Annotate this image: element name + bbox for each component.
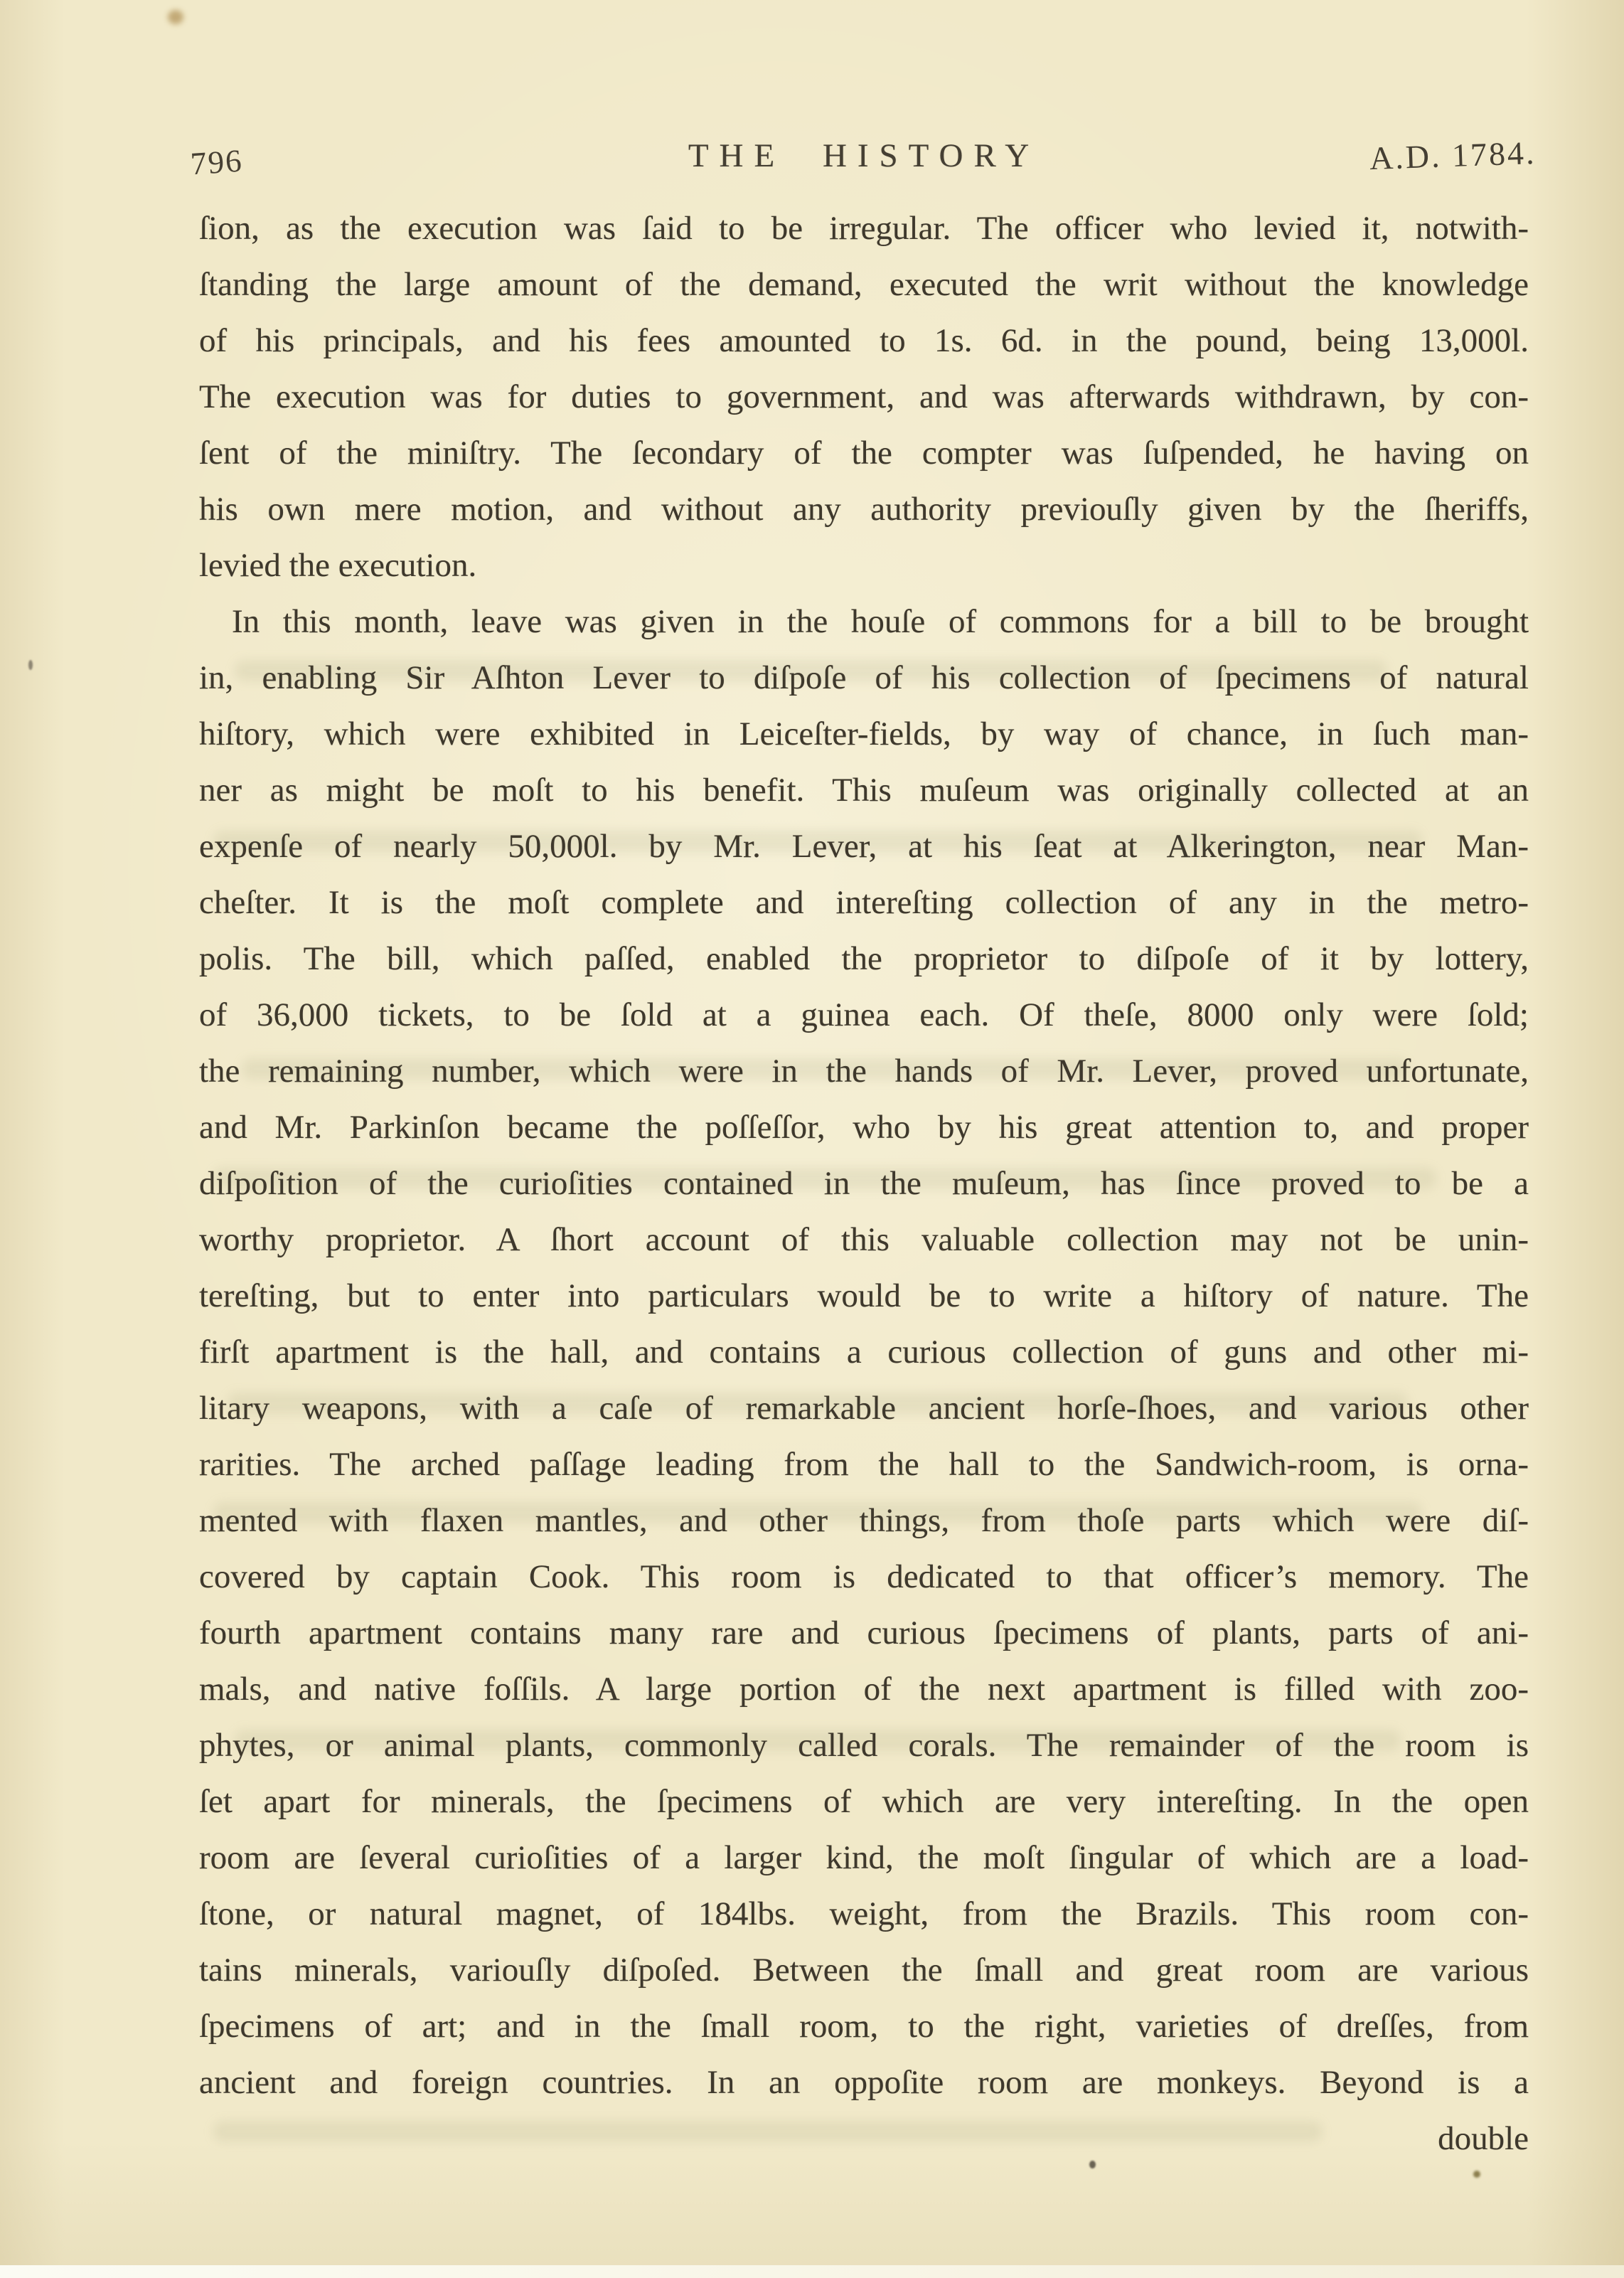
text-line: of his principals, and his fees amounted to 1s. 6d. in the pound, being 13,000l. — [199, 322, 1529, 359]
text-line: ſet apart for minerals, the ſpecimens of which are very intereſting. In the open — [199, 1783, 1529, 1820]
page-header — [189, 134, 1537, 186]
text-line: expenſe of nearly 50,000l. by Mr. Lever, at his ſeat at Alkerington, near Man- — [199, 828, 1529, 865]
text-line: firſt apartment is the hall, and contains a curious collection of guns and other mi- — [199, 1334, 1529, 1370]
paragraph — [199, 594, 1529, 2111]
text-line: In this month, leave was given in the houſe of commons for a bill to be brought — [232, 603, 1529, 640]
running-title: THE HISTORY — [688, 137, 1040, 174]
text-line: The execution was for duties to government, and was afterwards withdrawn, by con- — [199, 378, 1529, 415]
scan-edge-artifact — [0, 2265, 1624, 2278]
text-line: ſent of the miniſtry. The ſecondary of the compter was ſuſpended, he having on — [199, 435, 1529, 472]
text-line: ſtone, or natural magnet, of 184lbs. weight, from the Brazils. This room con- — [199, 1895, 1529, 1932]
text-line: tereſting, but to enter into particulars would be to write a hiſtory of nature. The — [199, 1277, 1529, 1314]
paper-stain-artifact — [168, 10, 183, 24]
text-line: ſpecimens of art; and in the ſmall room, to the right, varieties of dreſſes, from — [199, 2008, 1529, 2045]
text-line: hiſtory, which were exhibited in Leiceſter-fields, by way of chance, in ſuch man- — [199, 715, 1529, 752]
text-line: ner as might be moſt to his benefit. This muſeum was originally collected at an — [199, 772, 1529, 809]
catchword: double — [1438, 2120, 1529, 2157]
text-line: phytes, or animal plants, commonly called corals. The remainder of the room is — [199, 1727, 1529, 1764]
text-line: worthy proprietor. A ſhort account of this valuable collection may not be unin- — [199, 1221, 1529, 1258]
text-line: and Mr. Parkinſon became the poſſeſſor, who by his great attention to, and proper — [199, 1109, 1529, 1146]
text-line: litary weapons, with a caſe of remarkable ancient horſe-ſhoes, and various other — [199, 1390, 1529, 1427]
text-line: polis. The bill, which paſſed, enabled the proprietor to diſpoſe of it by lottery, — [199, 940, 1529, 977]
text-line: diſpoſition of the curioſities contained in the muſeum, has ſince proved to be a — [199, 1165, 1529, 1202]
text-line: mented with flaxen mantles, and other things, from thoſe parts which were diſ- — [199, 1502, 1529, 1539]
paragraph — [199, 201, 1529, 594]
text-line: tains minerals, variouſly diſpoſed. Between the ſmall and great room are various — [199, 1952, 1529, 1989]
text-line: ſion, as the execution was ſaid to be irregular. The officer who levied it, notwith- — [199, 210, 1529, 247]
text-line: cheſter. It is the moſt complete and intereſting collection of any in the metro- — [199, 884, 1529, 921]
text-line: fourth apartment contains many rare and curious ſpecimens of plants, parts of ani- — [199, 1614, 1529, 1651]
text-line: his own mere motion, and without any authority previouſly given by the ſheriffs, — [199, 491, 1529, 528]
paper-speck-artifact — [1473, 2171, 1480, 2178]
paper-speck-artifact — [28, 660, 33, 670]
text-line: the remaining number, which were in the hands of Mr. Lever, proved unfortunate, — [199, 1053, 1529, 1090]
text-line: rarities. The arched paſſage leading from the hall to the Sandwich-room, is orna- — [199, 1446, 1529, 1483]
text-line: room are ſeveral curioſities of a larger kind, the moſt ſingular of which are a load- — [199, 1839, 1529, 1876]
text-line: mals, and native foſſils. A large portion of the next apartment is filled with zoo- — [199, 1671, 1529, 1708]
page-number: 796 — [189, 142, 245, 182]
text-line: in, enabling Sir Aſhton Lever to diſpoſe of his collection of ſpecimens of natural — [199, 659, 1529, 696]
text-line: ſtanding the large amount of the demand, executed the writ without the knowledge — [199, 266, 1529, 303]
text-line: ancient and foreign countries. In an oppoſite room are monkeys. Beyond is a — [199, 2064, 1529, 2101]
text-line: levied the execution. — [199, 547, 477, 584]
body-text — [199, 201, 1529, 2167]
header-date: A.D. 1784. — [1368, 134, 1537, 177]
text-line: of 36,000 tickets, to be ſold at a guinea each. Of theſe, 8000 only were ſold; — [199, 996, 1529, 1033]
text-line: covered by captain Cook. This room is dedicated to that officer’s memory. The — [199, 1558, 1529, 1595]
